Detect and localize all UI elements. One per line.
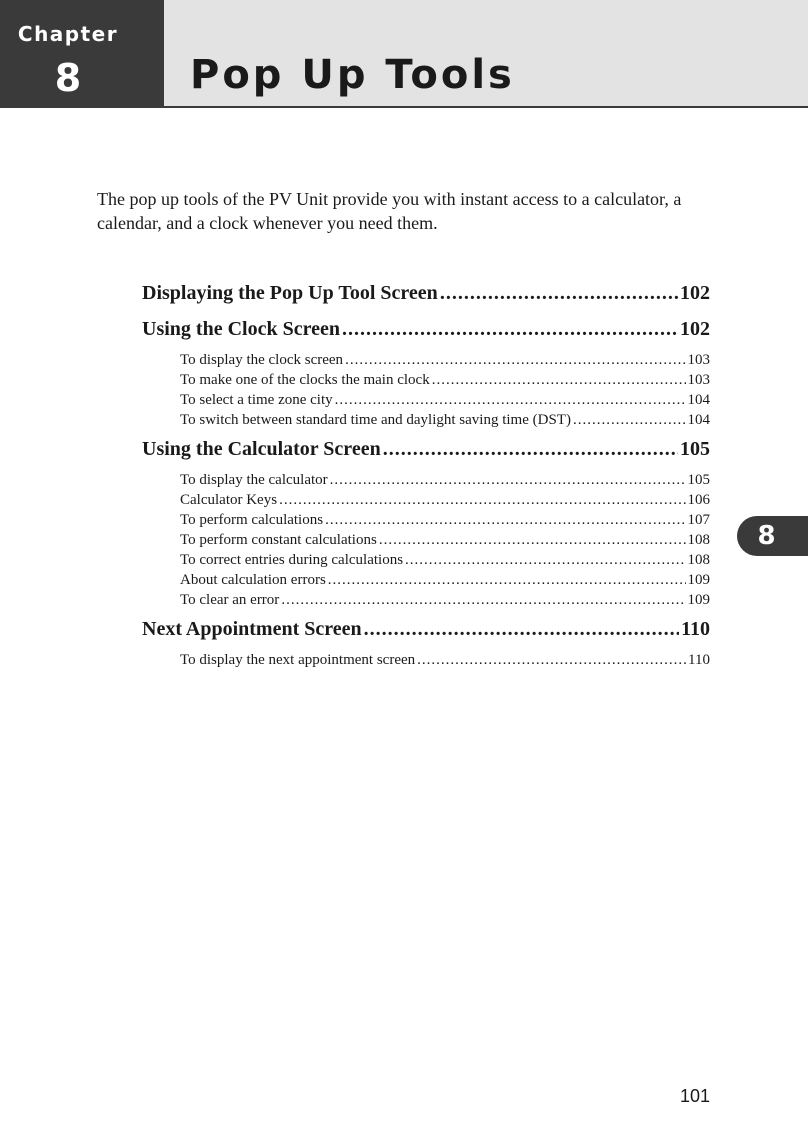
toc-subentry[interactable] — [142, 370, 710, 390]
toc-leader-dots — [417, 650, 686, 670]
header-bar — [164, 0, 808, 108]
toc-subentry-title: To select a time zone city — [180, 392, 333, 408]
toc-leader-dots — [573, 410, 686, 430]
toc-leader-dots — [345, 350, 685, 370]
toc-subentry-page: 107 — [687, 512, 710, 528]
chapter-title: Pop Up Tools — [190, 52, 515, 98]
chapter-number: 8 — [54, 56, 82, 100]
toc-section — [142, 436, 710, 614]
toc-entry-title: Displaying the Pop Up Tool Screen — [142, 282, 438, 304]
toc-subentry-title: To perform calculations — [180, 512, 324, 528]
toc-entry-title: Using the Calculator Screen — [142, 438, 381, 460]
toc-entry-title: Next Appointment Screen — [142, 618, 362, 640]
toc-subentry-page: 110 — [688, 652, 710, 668]
toc-leader-dots — [330, 470, 686, 490]
toc-section — [142, 616, 710, 674]
toc-leader-dots — [432, 370, 686, 390]
toc-subentry[interactable] — [142, 410, 710, 430]
intro-paragraph: The pop up tools of the PV Unit provide you with instant access to a calculator, a calendar, and a clock whenever you need them. — [97, 189, 682, 233]
toc-leader-dots — [342, 316, 678, 342]
toc-entry[interactable] — [142, 436, 710, 470]
toc-section — [142, 280, 710, 314]
toc-subentry[interactable] — [142, 510, 710, 530]
toc-subentry-page: 109 — [687, 572, 710, 588]
toc-subentry-page: 109 — [687, 592, 710, 608]
toc-entry[interactable] — [142, 280, 710, 314]
toc-leader-dots — [281, 590, 685, 610]
toc-leader-dots — [325, 510, 685, 530]
toc-entry[interactable] — [142, 616, 710, 650]
toc-leader-dots — [383, 436, 678, 462]
table-of-contents — [142, 280, 710, 674]
chapter-thumb-tab: 8 — [737, 516, 808, 556]
toc-subentry-title: To display the clock screen — [180, 352, 344, 368]
toc-leader-dots — [440, 280, 678, 306]
toc-subentry-title: To clear an error — [180, 592, 280, 608]
toc-subentry[interactable] — [142, 490, 710, 510]
chapter-box — [0, 0, 164, 108]
toc-leader-dots — [328, 570, 686, 590]
toc-subentry-title: To display the next appointment screen — [180, 652, 416, 668]
toc-subentry[interactable] — [142, 390, 710, 410]
toc-subentry-page: 104 — [687, 392, 710, 408]
toc-leader-dots — [335, 390, 686, 410]
page-number: 101 — [680, 1086, 711, 1106]
toc-subentry-page: 106 — [687, 492, 710, 508]
toc-entry-page: 110 — [681, 618, 710, 640]
toc-subentry-title: To display the calculator — [180, 472, 328, 488]
toc-leader-dots — [405, 550, 685, 570]
toc-subentry[interactable] — [142, 650, 710, 670]
toc-leader-dots — [279, 490, 685, 510]
toc-subentry-title: To switch between standard time and daylight saving time (DST) — [180, 412, 571, 428]
toc-subentry[interactable] — [142, 530, 710, 550]
toc-subentry[interactable] — [142, 550, 710, 570]
toc-subentry-page: 103 — [687, 372, 710, 388]
toc-subentry-page: 108 — [687, 552, 710, 568]
toc-subentry[interactable] — [142, 570, 710, 590]
toc-subentry-title: Calculator Keys — [180, 492, 278, 508]
toc-subentry[interactable] — [142, 590, 710, 610]
toc-subentry[interactable] — [142, 350, 710, 370]
toc-entry-page: 102 — [680, 318, 710, 340]
toc-subentry[interactable] — [142, 470, 710, 490]
toc-subentry-title: To make one of the clocks the main clock — [180, 372, 430, 388]
toc-subentry-page: 105 — [687, 472, 710, 488]
toc-subentry-title: About calculation errors — [180, 572, 326, 588]
toc-subentry-title: To perform constant calculations — [180, 532, 377, 548]
toc-subentry-page: 103 — [687, 352, 710, 368]
toc-entry-page: 102 — [680, 282, 710, 304]
toc-entry[interactable] — [142, 316, 710, 350]
toc-entry-page: 105 — [680, 438, 710, 460]
toc-section — [142, 316, 710, 434]
chapter-label: Chapter — [17, 22, 119, 46]
toc-subentry-title: To correct entries during calculations — [180, 552, 404, 568]
toc-subentry-page: 104 — [687, 412, 710, 428]
toc-subentry-page: 108 — [687, 532, 710, 548]
toc-entry-title: Using the Clock Screen — [142, 318, 340, 340]
toc-leader-dots — [379, 530, 686, 550]
toc-leader-dots — [364, 616, 679, 642]
